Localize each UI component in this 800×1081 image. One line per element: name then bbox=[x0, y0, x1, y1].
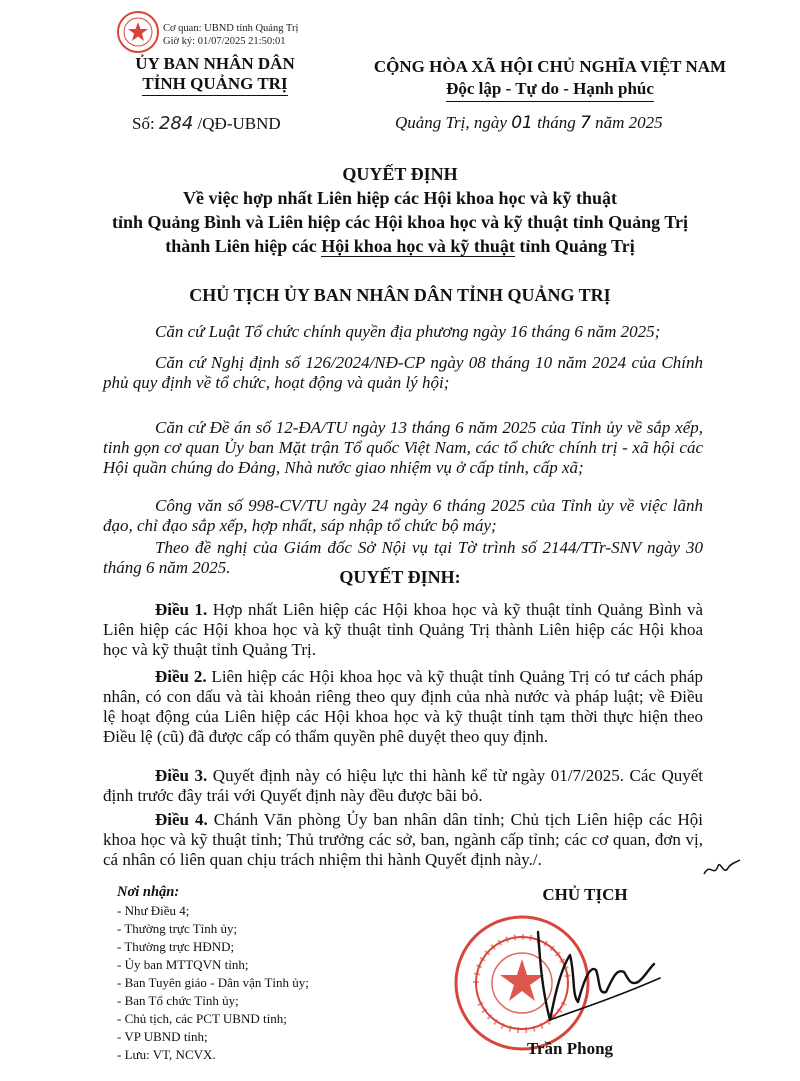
date-month: 7 bbox=[580, 113, 591, 133]
article-1 bbox=[103, 600, 703, 660]
recipient-item: - Lưu: VT, NCVX. bbox=[117, 1047, 216, 1062]
article-3-label: Điều 3. bbox=[155, 766, 208, 785]
article-2 bbox=[103, 667, 703, 747]
article-2-text: Liên hiệp các Hội khoa học và kỹ thuật tỉnh Quảng Trị có tư cách pháp nhân, có con dấu và tài khoản riêng theo quy định của nhà nước và pháp luật; về Điều lệ hoạt động của Liên hiệp các Hội khoa học và kỹ thuật tỉnh tạm thời thực hiện theo Điều lệ (cũ) đã được cấp có thẩm quyền phê duyệt theo quy định. bbox=[103, 667, 704, 746]
org-line2: TỈNH QUẢNG TRỊ bbox=[142, 74, 287, 96]
number-suffix: /QĐ-UBND bbox=[193, 114, 281, 133]
place-prefix: Quảng Trị, ngày bbox=[395, 113, 512, 132]
basis-2: Căn cứ Nghị định số 126/2024/NĐ-CP ngày 08 tháng 10 năm 2024 của Chính phủ quy định về tổ chức, hoạt động và quản lý hội; bbox=[103, 353, 703, 392]
date-mid2: năm 2025 bbox=[590, 113, 663, 132]
article-4-label: Điều 4. bbox=[155, 810, 208, 829]
title-sub2: tỉnh Quảng Bình và Liên hiệp các Hội khoa học và kỹ thuật tỉnh Quảng Trị bbox=[112, 212, 688, 232]
article-3 bbox=[103, 766, 703, 806]
signature-time: Giờ ký: 01/07/2025 21:50:01 bbox=[163, 36, 286, 47]
title-sub1: Về việc hợp nhất Liên hiệp các Hội khoa học và kỹ thuật bbox=[182, 188, 617, 208]
handwritten-flourish-icon bbox=[702, 858, 742, 880]
signer-title: CHỦ TỊCH bbox=[542, 885, 628, 904]
recipient-item: - Ban Tuyên giáo - Dân vận Tỉnh ủy; bbox=[117, 975, 309, 990]
recipient-item: - Ban Tổ chức Tỉnh ủy; bbox=[117, 993, 239, 1008]
org-line1: ỦY BAN NHÂN DÂN bbox=[135, 54, 295, 73]
nation-line1: CỘNG HÒA XÃ HỘI CHỦ NGHĨA VIỆT NAM bbox=[373, 57, 727, 76]
article-4 bbox=[103, 810, 703, 870]
signer-name: Trần Phong bbox=[526, 1039, 614, 1058]
title-sub3-c: tỉnh Quảng Trị bbox=[514, 236, 635, 256]
date-mid1: tháng bbox=[532, 113, 581, 132]
article-3-text: Quyết định này có hiệu lực thi hành kể từ ngày 01/7/2025. Các Quyết định trước đây trái với Quyết định này đều được bãi bỏ. bbox=[103, 766, 703, 805]
basis-1: Căn cứ Luật Tổ chức chính quyền địa phương ngày 16 tháng 6 năm 2025; bbox=[155, 322, 661, 341]
document-number bbox=[132, 113, 281, 134]
handwritten-signature-icon bbox=[520, 920, 670, 1030]
basis-3: Căn cứ Đề án số 12-ĐA/TU ngày 13 tháng 6 năm 2025 của Tỉnh ủy về sắp xếp, tinh gọn cơ quan Ủy ban Mặt trận Tổ quốc Việt Nam, các tổ chức chính trị - xã hội các Hội quần chúng do Đảng, Nhà nước giao nhiệm vụ ở cấp tỉnh, cấp xã; bbox=[103, 418, 703, 477]
recipient-item: - Ủy ban MTTQVN tỉnh; bbox=[117, 957, 249, 972]
article-1-label: Điều 1. bbox=[155, 600, 208, 619]
recipients bbox=[117, 883, 309, 1064]
title-main: QUYẾT ĐỊNH bbox=[342, 164, 458, 184]
issuing-organization bbox=[110, 54, 320, 96]
date-day: 01 bbox=[511, 113, 533, 133]
signature-meta bbox=[163, 22, 298, 48]
basis-5: Theo đề nghị của Giám đốc Sở Nội vụ tại Tờ trình số 2144/TTr-SNV ngày 30 tháng 6 năm 2025. bbox=[103, 538, 703, 577]
document-title bbox=[100, 162, 700, 258]
nation-motto: Độc lập - Tự do - Hạnh phúc bbox=[446, 78, 654, 102]
title-sub3-a: thành Liên hiệp các bbox=[165, 236, 322, 256]
recipient-item: - Thường trực HĐND; bbox=[117, 939, 235, 954]
article-4-text: Chánh Văn phòng Ủy ban nhân dân tỉnh; Chủ tịch Liên hiệp các Hội khoa học và kỹ thuật tỉnh; Thủ trưởng các sở, ban, ngành cấp tỉnh; các cơ quan, đơn vị, cá nhân có liên quan chịu trách nhiệm thi hành Quyết định này./. bbox=[103, 810, 704, 869]
recipient-item: - Như Điều 4; bbox=[117, 903, 190, 918]
article-2-label: Điều 2. bbox=[155, 667, 207, 686]
basis-4: Công văn số 998-CV/TU ngày 24 ngày 6 tháng 2025 của Tỉnh ủy về việc lãnh đạo, chỉ đạo sắp xếp, hợp nhất, sáp nhập tổ chức bộ máy; bbox=[103, 496, 703, 535]
recipient-item: - Thường trực Tỉnh ủy; bbox=[117, 921, 238, 936]
decides-heading: QUYẾT ĐỊNH: bbox=[339, 567, 461, 587]
recipient-item: - VP UBND tỉnh; bbox=[117, 1029, 208, 1044]
recipient-item: - Chủ tịch, các PCT UBND tỉnh; bbox=[117, 1011, 287, 1026]
number-prefix: Số: bbox=[132, 114, 159, 133]
national-header bbox=[340, 56, 760, 102]
number-value: 284 bbox=[158, 113, 194, 134]
digital-signature-seal-icon bbox=[116, 10, 160, 54]
authority-heading: CHỦ TỊCH ỦY BAN NHÂN DÂN TỈNH QUẢNG TRỊ bbox=[189, 285, 611, 305]
title-sub3-b: Hội khoa học và kỹ thuật bbox=[321, 236, 515, 256]
place-date bbox=[395, 113, 663, 133]
article-1-text: Hợp nhất Liên hiệp các Hội khoa học và kỹ thuật tỉnh Quảng Bình và Liên hiệp các Hội khoa học và kỹ thuật tỉnh Quảng Trị thành Liên hiệp các Hội khoa học và kỹ thuật tỉnh Quảng Trị. bbox=[103, 600, 703, 659]
title-sub3 bbox=[100, 234, 700, 258]
signature-agency: Cơ quan: UBND tỉnh Quảng Trị bbox=[163, 23, 299, 34]
recipients-heading: Nơi nhận: bbox=[117, 884, 180, 900]
